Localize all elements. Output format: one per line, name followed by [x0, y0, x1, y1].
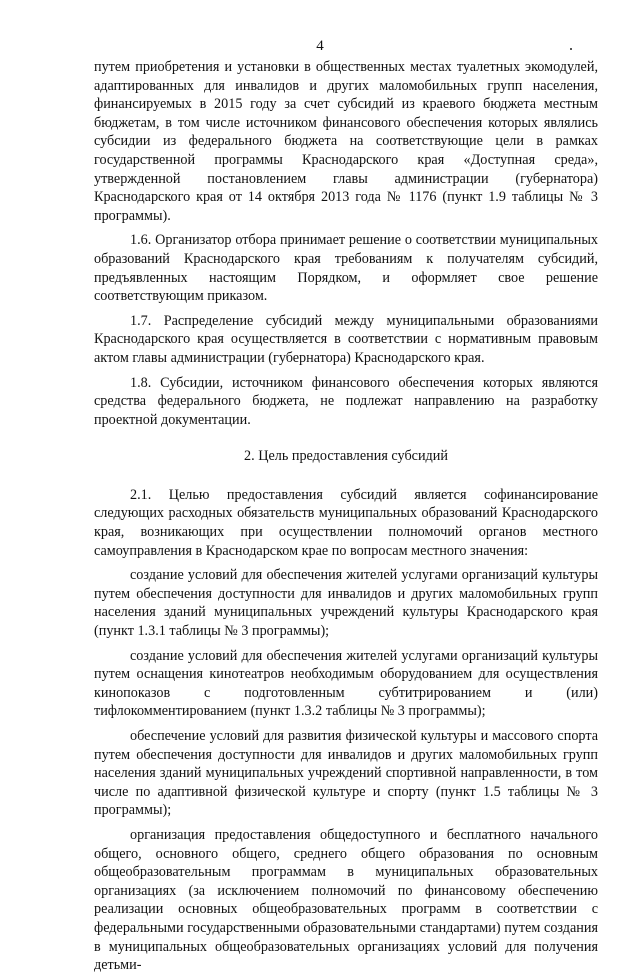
- paragraph-2-1: 2.1. Целью предоставления субсидий является софинансирование следующих расходных обязательств муниципальных образований Краснодарского края, возникающих при осуществлении полномочий органов местного самоуправления в Краснодарском крае по вопросам местного значения:: [94, 486, 598, 559]
- paragraph-1-6: 1.6. Организатор отбора принимает решение о соответствии муниципальных образований Краснодарского края требованиям к получателям субсидий, предъявленных настоящим Порядком, и оформляет свое решение соответствующим приказом.: [94, 232, 598, 305]
- section-heading: 2. Цель предоставления субсидий: [244, 448, 448, 465]
- list-item-culture-accessibility: создание условий для обеспечения жителей услугами организаций культуры путем обеспечения доступности для инвалидов и других маломобильных групп населения зданий муниципальных учреждений культуры Краснодарского края (пункт 1.3.1 таблицы № 3 программы);: [94, 567, 598, 640]
- paragraph-1-7: 1.7. Распределение субсидий между муниципальными образованиями Краснодарского края осуществляется в соответствии с нормативным правовым актом главы администрации (губернатора) Краснодарского края.: [94, 312, 598, 366]
- list-item-education: организация предоставления общедоступного и бесплатного начального общего, основного общего, среднего общего образования по основным общеобразовательным программам в муниципальных образовательных организациях (за исключением полномочий по финансовому обеспечению реализации основных общеобразовательных программ в соответствии с федеральными государственными образовательными стандартами) путем создания в муниципальных общеобразовательных организациях условий для получения детьми-: [94, 826, 598, 974]
- list-item-sport-accessibility: обеспечение условий для развития физической культуры и массового спорта путем обеспечения доступности для инвалидов и других маломобильных групп населения зданий муниципальных учреждений спортивной направленности, в том числе по адаптивной физической культуре и спорту (пункт 1.5 таблицы № 3 программы);: [94, 728, 598, 819]
- list-item-cinema-equipment: создание условий для обеспечения жителей услугами организаций культуры путем оснащения кинотеатров необходимым оборудованием для осуществления кинопоказов с подготовленным субтитрированием и (или) тифлокомментированием (пункт 1.3.2 таблицы № 3 программы);: [94, 647, 598, 720]
- paragraph-1-8: 1.8. Субсидии, источником финансового обеспечения которых являются средства федерального бюджета, не подлежат направлению на разработку проектной документации.: [94, 374, 598, 428]
- paragraph-continuation: путем приобретения и установки в общественных местах туалетных экомодулей, адаптированных для инвалидов и других маломобильных групп населения, финансируемых в 2015 году за счет субсидий из краевого бюджета местным бюджетам, в том числе источником финансового обеспечения которых являлись субсидии из федерального бюджета на соответствующие цели в рамках государственной программы Краснодарского края «Доступная среда», утвержденной постановлением главы администрации (губернатора) Краснодарского края от 14 октября 2013 года № 1176 (пункт 1.9 таблицы № 3 программы).: [94, 59, 598, 224]
- scan-speck: [570, 48, 572, 50]
- document-body: [94, 58, 598, 975]
- page-number: 4: [316, 38, 324, 54]
